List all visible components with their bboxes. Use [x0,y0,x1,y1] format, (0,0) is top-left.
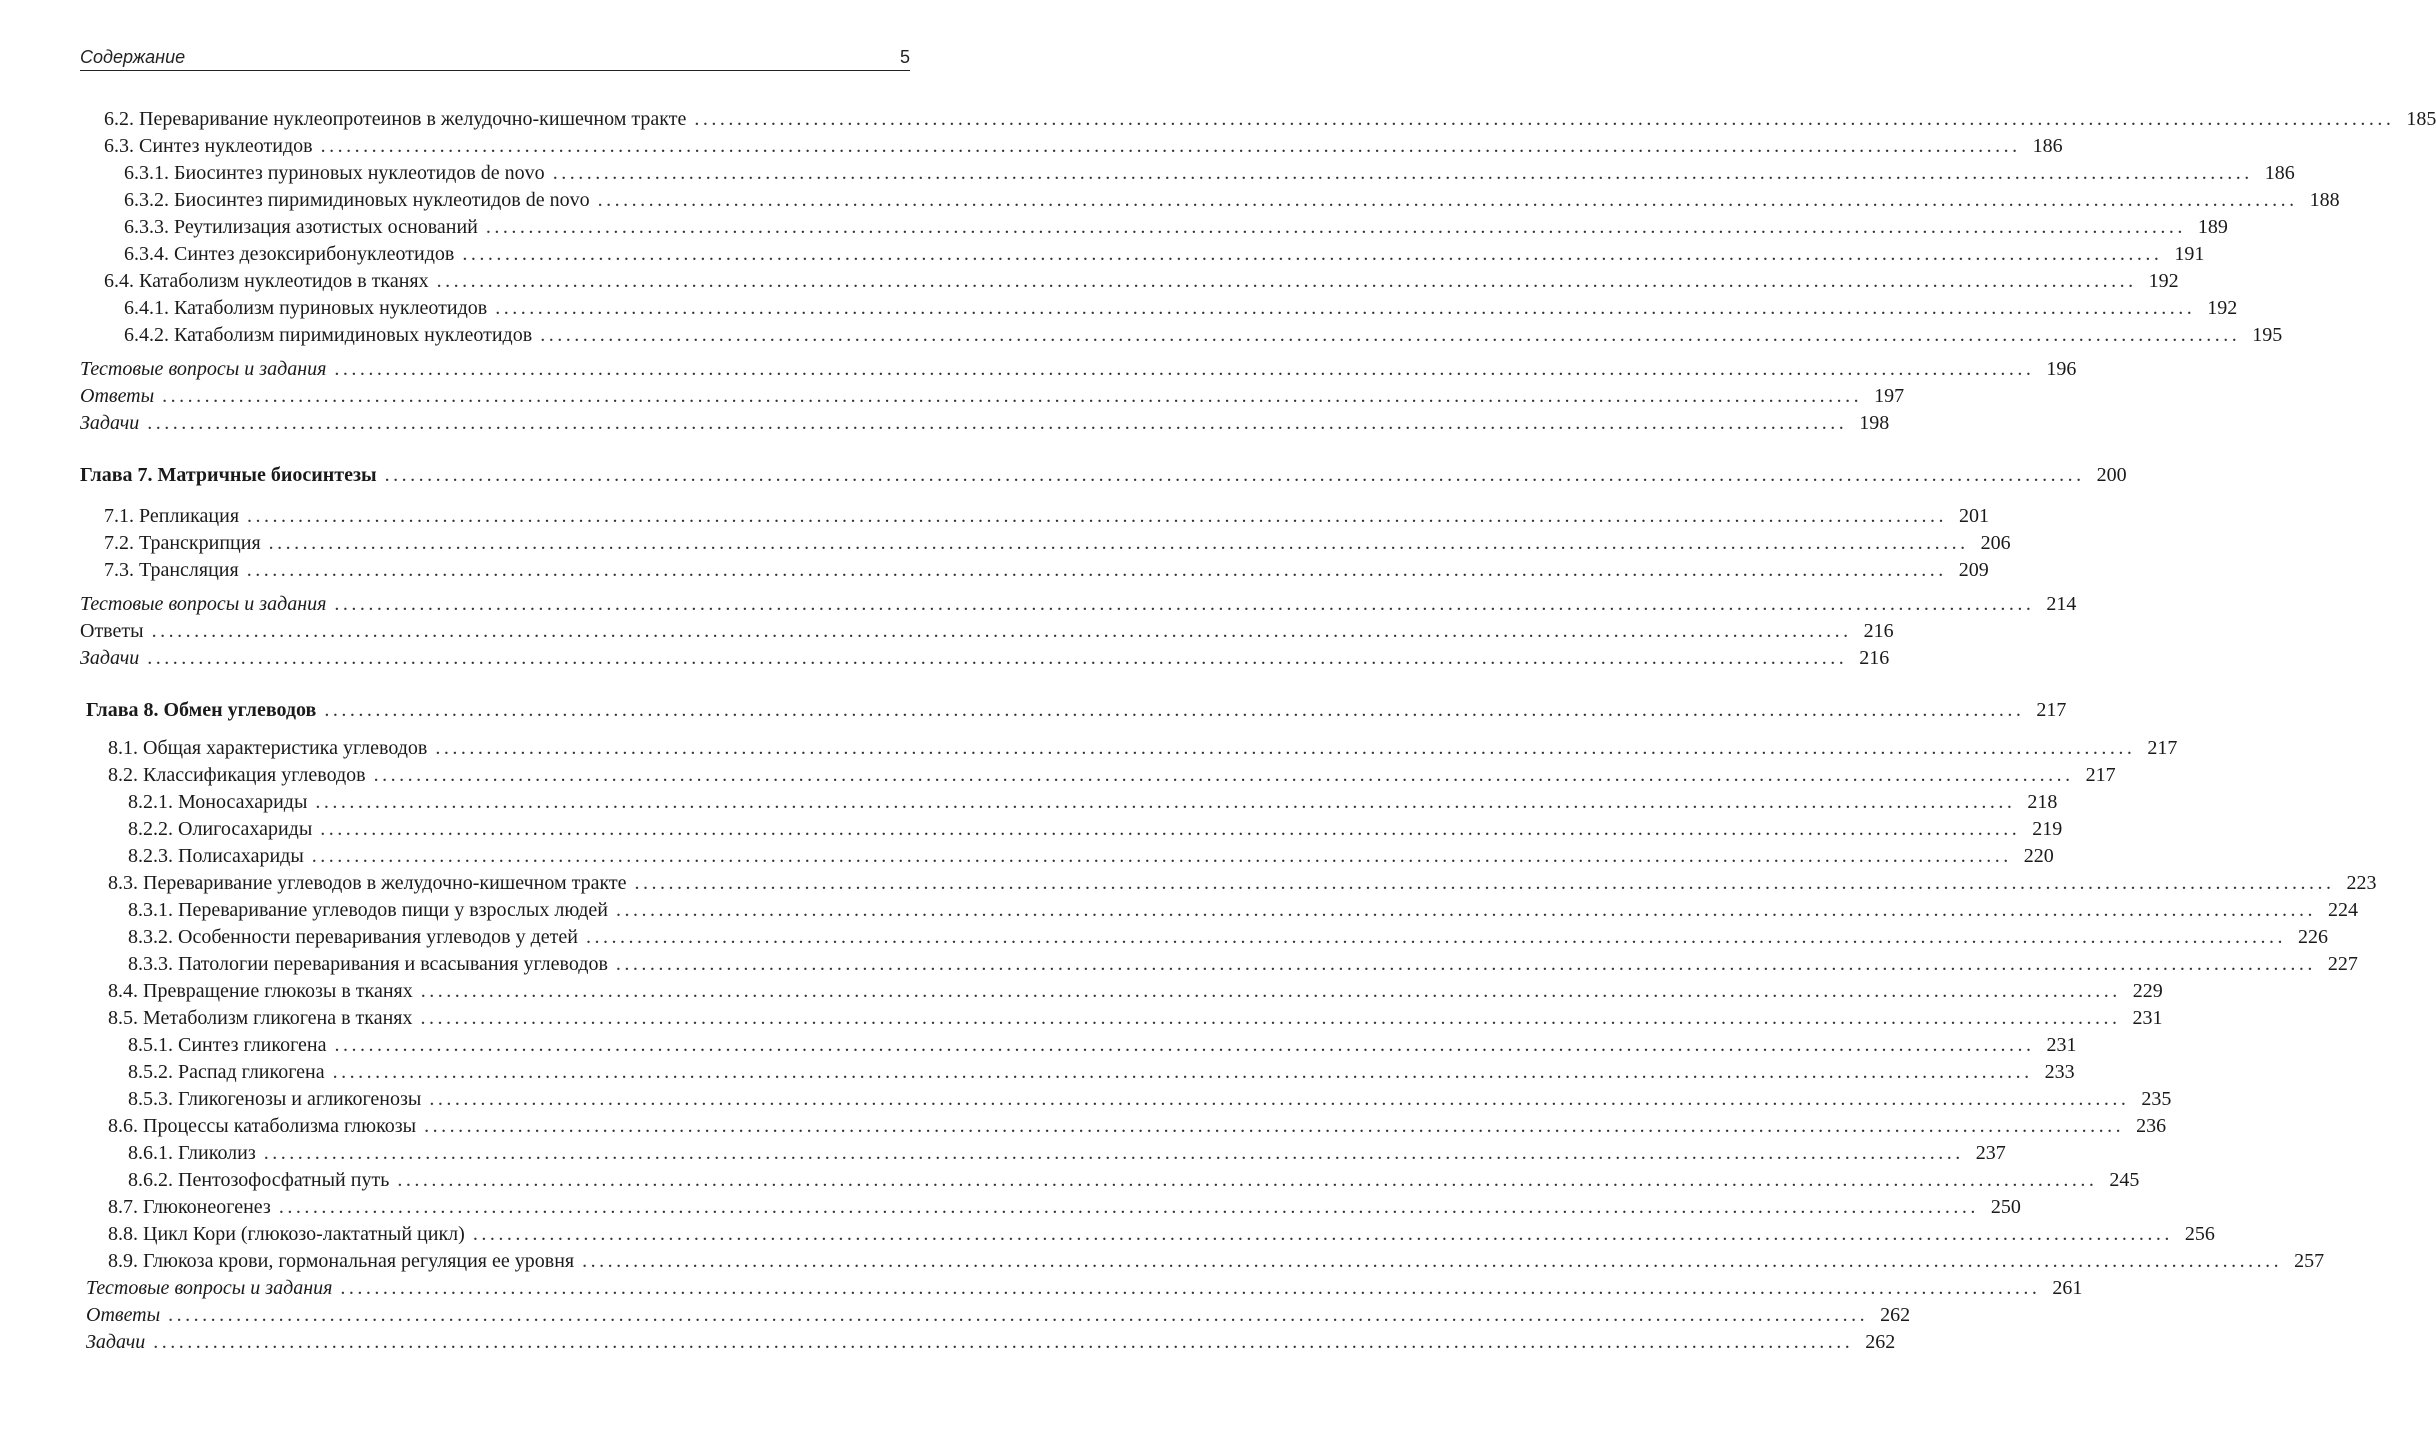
toc-entry-label: 8.5.3. Гликогенозы и агликогенозы [128,1088,422,1110]
toc-leader-dots: ........................................................................................................................................................................................................ [373,764,2074,786]
toc-leader-dots: ........................................................................................................................................................................................................ [311,845,2012,867]
toc-entry-label: 8.2.1. Моносахариды [128,791,308,813]
toc-leader-dots: ........................................................................................................................................................................................................ [315,791,2016,813]
toc-leader-dots: ........................................................................................................................................................................................................ [278,1196,1979,1218]
toc-chapter-heading [80,462,2127,488]
toc-entry-page: 191 [2174,243,2205,265]
toc-entry-page: 245 [2109,1169,2140,1191]
toc-entry-label: 8.3.1. Переваривание углеводов пищи у взрослых людей [128,899,608,921]
toc-leader-dots: ........................................................................................................................................................................................................ [694,108,2395,130]
toc-entry-page: 233 [2044,1061,2075,1083]
toc-entry-label: 8.6.2. Пентозофосфатный путь [128,1169,390,1191]
toc-leader-dots: ........................................................................................................................................................................................................ [246,559,1947,581]
toc-entry-page: 197 [1874,385,1905,407]
toc-entry-label: 6.2. Переваривание нуклеопротеинов в желудочно-кишечном тракте [104,108,687,130]
toc-entry [128,1167,2140,1193]
toc-entry [108,1248,2325,1274]
toc-entry [128,816,2063,842]
toc-entry-page: 229 [2132,980,2163,1002]
toc-leader-dots: ........................................................................................................................................................................................................ [495,297,2196,319]
toc-entry [128,951,2358,977]
toc-entry-page: 196 [2046,358,2077,380]
toc-entry [108,1194,2021,1220]
toc-entry-page: 262 [1865,1331,1896,1353]
toc-entry [108,762,2116,788]
toc-entry-label: Ответы [86,1304,161,1326]
toc-leader-dots: ........................................................................................................................................................................................................ [247,505,1948,527]
toc-leader-dots: ........................................................................................................................................................................................................ [162,385,1863,407]
toc-entry-label: 6.4. Катаболизм нуклеотидов в тканях [104,270,429,292]
toc-entry-page: 189 [2197,216,2228,238]
toc-entry-page: 209 [1958,559,1989,581]
toc-entry-page: 237 [1975,1142,2006,1164]
toc-entry [124,214,2228,240]
toc-leader-dots: ........................................................................................................................................................................................................ [147,647,1848,669]
toc-leader-dots: ........................................................................................................................................................................................................ [334,358,2035,380]
toc-entry-label: Глава 7. Матричные биосинтезы [80,464,377,486]
toc-entry-page: 250 [1990,1196,2021,1218]
toc-leader-dots: ........................................................................................................................................................................................................ [485,216,2186,238]
toc-entry-page: 216 [1863,620,1894,642]
toc-entry [128,1059,2075,1085]
toc-entry [124,160,2295,186]
toc-entry-page: 223 [2346,872,2377,894]
toc-entry [86,1275,2083,1301]
toc-entry-label: 8.5.1. Синтез гликогена [128,1034,327,1056]
toc-leader-dots: ........................................................................................................................................................................................................ [616,899,2316,921]
toc-entry [128,924,2328,950]
toc-entry-label: 6.3. Синтез нуклеотидов [104,135,313,157]
toc-entry [108,978,2163,1004]
toc-entry-label: 8.1. Общая характеристика углеводов [108,737,428,759]
toc-entry-page: 261 [2052,1277,2083,1299]
toc-entry-page: 192 [2207,297,2238,319]
toc-leader-dots: ........................................................................................................................................................................................................ [334,593,2035,615]
toc-leader-dots: ........................................................................................................................................................................................................ [472,1223,2173,1245]
toc-leader-dots: ........................................................................................................................................................................................................ [384,464,2085,486]
toc-chapter-heading [86,697,2067,723]
toc-entry-label: Глава 8. Обмен углеводов [86,699,317,721]
toc-entry-label: 8.9. Глюкоза крови, гормональная регуляция ее уровня [108,1250,575,1272]
toc-entry-page: 201 [1959,505,1990,527]
toc-entry [108,1113,2167,1139]
toc-entry-label: 8.3.2. Особенности переваривания углеводов у детей [128,926,578,948]
toc-entry-label: Ответы [80,620,144,642]
toc-entry-page: 217 [2147,737,2178,759]
toc-entry [128,1086,2172,1112]
toc-entry [80,383,1905,409]
toc-entry-label: 8.5.2. Распад гликогена [128,1061,325,1083]
toc-leader-dots: ........................................................................................................................................................................................................ [462,243,2163,265]
toc-leader-dots: ........................................................................................................................................................................................................ [540,324,2241,346]
toc-entry-page: 256 [2184,1223,2215,1245]
toc-entry-label: 6.3.1. Биосинтез пуриновых нуклеотидов de novo [124,162,545,184]
toc-entry-page: 231 [2132,1007,2163,1029]
toc-entry-page: 257 [2294,1250,2325,1272]
toc-entry [108,1005,2163,1031]
toc-entry [104,530,2011,556]
toc-leader-dots: ........................................................................................................................................................................................................ [634,872,2335,894]
toc-leader-dots: ........................................................................................................................................................................................................ [334,1034,2035,1056]
toc-entry [124,322,2283,348]
toc-entry [104,503,1990,529]
toc-entry-label: Ответы [80,385,155,407]
toc-entry [128,1140,2006,1166]
toc-entry-label: 6.4.1. Катаболизм пуриновых нуклеотидов [124,297,488,319]
toc-leader-dots: ........................................................................................................................................................................................................ [429,1088,2130,1110]
toc-leader-dots: ........................................................................................................................................................................................................ [615,953,2316,975]
toc-entry-label: 7.1. Репликация [104,505,240,527]
toc-entry-label: Тестовые вопросы и задания [80,358,327,380]
toc-entry [128,789,2058,815]
toc-entry [128,1032,2077,1058]
toc-entry [80,645,1890,671]
toc-entry-page: 220 [2023,845,2054,867]
toc-entry-label: 8.6. Процессы катаболизма глюкозы [108,1115,417,1137]
toc-entry-page: 231 [2046,1034,2077,1056]
toc-entry-label: 6.3.2. Биосинтез пиримидиновых нуклеотидов de novo [124,189,590,211]
toc-entry [80,591,2077,617]
toc-entry-label: 8.6.1. Гликолиз [128,1142,256,1164]
toc-entry-page: 262 [1880,1304,1911,1326]
toc-leader-dots: ........................................................................................................................................................................................................ [340,1277,2041,1299]
toc-entry [86,1329,1896,1355]
toc-entry-label: 8.2.3. Полисахариды [128,845,304,867]
toc-entry-page: 188 [2309,189,2340,211]
toc-entry-label: Задачи [86,1331,146,1353]
toc-leader-dots: ........................................................................................................................................................................................................ [397,1169,2098,1191]
toc-leader-dots: ........................................................................................................................................................................................................ [263,1142,1964,1164]
toc-entry-label: 8.3. Переваривание углеводов в желудочно-кишечном тракте [108,872,627,894]
toc-entry-label: 6.4.2. Катаболизм пиримидиновых нуклеотидов [124,324,533,346]
toc-entry-label: Задачи [80,647,140,669]
toc-entry-label: 8.2.2. Олигосахариды [128,818,313,840]
toc-entry-page: 217 [2085,764,2116,786]
toc-leader-dots: ........................................................................................................................................................................................................ [420,980,2121,1002]
toc-entry-page: 217 [2036,699,2067,721]
toc-entry-label: 7.2. Транскрипция [104,532,261,554]
toc-entry [104,133,2063,159]
toc-entry [80,356,2077,382]
toc-entry [104,268,2179,294]
running-header-title: Содержание [80,47,186,67]
toc-entry [80,410,1890,436]
toc-entry [124,241,2205,267]
page-number: 5 [899,47,910,67]
toc-entry-page: 195 [2252,324,2283,346]
toc-entry [124,187,2340,213]
toc-entry [128,897,2358,923]
toc-entry-page: 218 [2027,791,2058,813]
toc-entry-page: 198 [1859,412,1890,434]
toc-entry-page: 186 [2032,135,2063,157]
toc-entry-label: 8.8. Цикл Кори (глюкозо-лактатный цикл) [108,1223,465,1245]
toc-leader-dots: ........................................................................................................................................................................................................ [332,1061,2033,1083]
toc-entry-page: 216 [1859,647,1890,669]
toc-leader-dots: ........................................................................................................................................................................................................ [268,532,1969,554]
toc-entry-label: Тестовые вопросы и задания [80,593,327,615]
toc-leader-dots: ........................................................................................................................................................................................................ [324,699,2025,721]
toc-entry-page: 236 [2136,1115,2167,1137]
toc-leader-dots: ........................................................................................................................................................................................................ [436,270,2137,292]
toc-entry-page: 185 [2406,108,2436,130]
toc-entry [86,1302,1911,1328]
toc-leader-dots: ........................................................................................................................................................................................................ [151,620,1852,642]
toc-leader-dots: ........................................................................................................................................................................................................ [153,1331,1854,1353]
toc-leader-dots: ........................................................................................................................................................................................................ [435,737,2136,759]
toc-entry-page: 226 [2297,926,2328,948]
toc-leader-dots: ........................................................................................................................................................................................................ [582,1250,2283,1272]
toc-entry-page: 192 [2148,270,2179,292]
toc-entry-label: Тестовые вопросы и задания [86,1277,333,1299]
toc-leader-dots: ........................................................................................................................................................................................................ [147,412,1848,434]
toc-leader-dots: ........................................................................................................................................................................................................ [320,135,2021,157]
toc-entry [124,295,2238,321]
toc-leader-dots: ........................................................................................................................................................................................................ [168,1304,1869,1326]
toc-leader-dots: ........................................................................................................................................................................................................ [420,1007,2121,1029]
toc-entry-label: Задачи [80,412,140,434]
toc-entry [108,1221,2215,1247]
toc-entry [80,618,1894,644]
toc-entry-label: 8.7. Глюконеогенез [108,1196,271,1218]
toc-entry-page: 235 [2141,1088,2172,1110]
toc-entry-page: 186 [2264,162,2295,184]
toc-entry-label: 6.3.3. Реутилизация азотистых оснований [124,216,478,238]
toc-entry [104,106,2436,132]
toc-entry-page: 200 [2096,464,2127,486]
toc-leader-dots: ........................................................................................................................................................................................................ [320,818,2021,840]
toc-entry [104,557,1989,583]
toc-leader-dots: ........................................................................................................................................................................................................ [585,926,2286,948]
toc-entry-page: 227 [2327,953,2358,975]
toc-entry [128,843,2054,869]
toc-entry-page: 206 [1980,532,2011,554]
toc-leader-dots: ........................................................................................................................................................................................................ [424,1115,2125,1137]
toc-entry-label: 6.3.4. Синтез дезоксирибонуклеотидов [124,243,455,265]
toc-entry-page: 219 [2032,818,2063,840]
toc-entry-label: 8.4. Превращение глюкозы в тканях [108,980,413,1002]
toc-entry-label: 7.3. Трансляция [104,559,239,581]
toc-leader-dots: ........................................................................................................................................................................................................ [552,162,2253,184]
toc-entry-page: 214 [2046,593,2077,615]
toc-entry-page: 224 [2328,899,2358,921]
toc-entry [108,870,2377,896]
toc-entry [108,735,2178,761]
toc-leader-dots: ........................................................................................................................................................................................................ [597,189,2298,211]
toc-entry-label: 8.5. Метаболизм гликогена в тканях [108,1007,413,1029]
toc-entry-label: 8.3.3. Патологии переваривания и всасывания углеводов [128,953,608,975]
toc-entry-label: 8.2. Классификация углеводов [108,764,366,786]
